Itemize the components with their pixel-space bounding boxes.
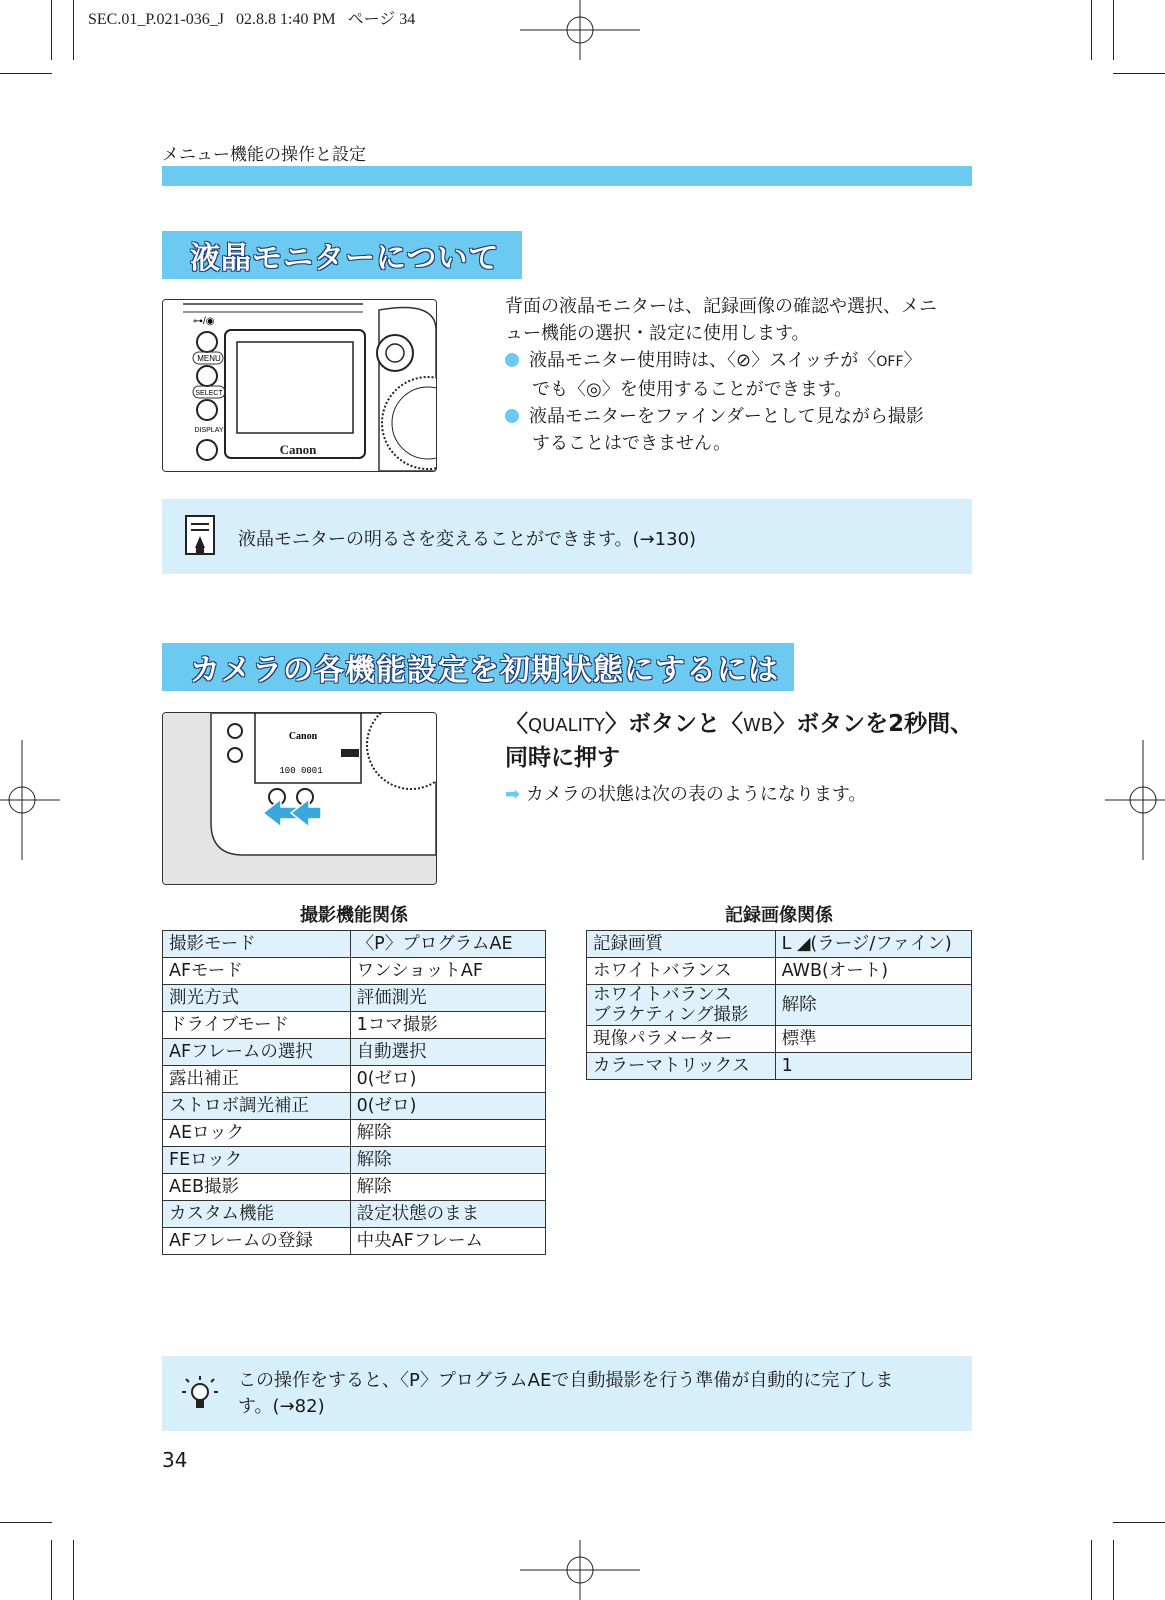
lcd-section-title: 液晶モニターについて bbox=[162, 231, 522, 279]
svg-text:⊶/◉: ⊶/◉ bbox=[193, 316, 215, 327]
setting-value-cell: 0(ゼロ) bbox=[350, 1066, 545, 1093]
setting-name-cell: AEB撮影 bbox=[163, 1174, 351, 1201]
svg-text:SELECT: SELECT bbox=[195, 390, 223, 397]
crop-mark bbox=[1091, 0, 1092, 60]
setting-value-cell: 解除 bbox=[350, 1174, 545, 1201]
setting-name-cell: 現像パラメーター bbox=[587, 1026, 776, 1053]
step-instruction: 〈QUALITY〉ボタンと〈WB〉ボタンを2秒間、 同時に押す bbox=[505, 711, 974, 771]
setting-name-cell: 記録画質 bbox=[587, 931, 776, 958]
result-arrow-icon: ➡ bbox=[505, 784, 521, 805]
image-settings-table bbox=[586, 930, 972, 1080]
print-slug: SEC.01_P.021-036_J 02.8.8 1:40 PM ページ 34 bbox=[88, 11, 416, 28]
crop-mark bbox=[73, 0, 74, 60]
shooting-table-caption: 撮影機能関係 bbox=[300, 905, 408, 926]
registration-mark-left bbox=[0, 740, 60, 860]
running-header: メニュー機能の操作と設定 bbox=[162, 145, 366, 165]
lcd-intro: 背面の液晶モニターは、記録画像の確認や選択、メニ ュー機能の選択・設定に使用します。 bbox=[505, 296, 937, 344]
setting-name-cell: FEロック bbox=[163, 1147, 351, 1174]
crop-mark bbox=[1113, 1522, 1165, 1523]
quick-control-dial-icon: ◎ bbox=[586, 379, 602, 400]
image-table-caption: 記録画像関係 bbox=[725, 905, 833, 926]
svg-text:DISPLAY: DISPLAY bbox=[194, 427, 224, 434]
crop-mark bbox=[1091, 1540, 1092, 1600]
table-row bbox=[587, 985, 972, 1026]
setting-value-cell: 設定状態のまま bbox=[350, 1201, 545, 1228]
table-row bbox=[163, 1228, 546, 1255]
quality-button-label: QUALITY bbox=[528, 715, 605, 736]
setting-name-cell: AFフレームの選択 bbox=[163, 1039, 351, 1066]
setting-value-cell: 標準 bbox=[775, 1026, 971, 1053]
memo-icon bbox=[184, 514, 218, 558]
setting-value-cell: 評価測光 bbox=[350, 985, 545, 1012]
setting-value-cell: 〈P〉プログラムAE bbox=[350, 931, 545, 958]
lightbulb-icon bbox=[180, 1374, 220, 1414]
setting-value-cell: 解除 bbox=[350, 1147, 545, 1174]
setting-name-cell: ホワイトバランス bbox=[587, 958, 776, 985]
setting-name-cell: カスタム機能 bbox=[163, 1201, 351, 1228]
table-row bbox=[163, 1066, 546, 1093]
setting-value-cell: L ◢(ラージ/ファイン) bbox=[775, 931, 971, 958]
header-band bbox=[162, 166, 972, 186]
bullet-item: 液晶モニター使用時は、〈⊘〉スイッチが〈OFF〉 bbox=[505, 347, 980, 376]
lcd-note-box: 液晶モニターの明るさを変えることができます。(→130) bbox=[162, 499, 972, 574]
registration-mark-right bbox=[1105, 740, 1165, 860]
shooting-settings-table bbox=[162, 930, 546, 1255]
setting-name-cell: 測光方式 bbox=[163, 985, 351, 1012]
setting-name-cell: 露出補正 bbox=[163, 1066, 351, 1093]
tip-text: この操作をすると、〈P〉プログラムAEで自動撮影を行う準備が自動的に完了しま す。(→82) bbox=[238, 1370, 894, 1417]
setting-name-cell: ストロボ調光補正 bbox=[163, 1093, 351, 1120]
table-row bbox=[163, 985, 546, 1012]
table-row bbox=[587, 931, 972, 958]
crop-mark bbox=[0, 1522, 52, 1523]
table-row bbox=[587, 958, 972, 985]
table-row bbox=[163, 1039, 546, 1066]
step-result: ➡ カメラの状態は次の表のようになります。 bbox=[505, 784, 867, 805]
table-row bbox=[163, 1201, 546, 1228]
crop-mark bbox=[0, 73, 52, 74]
crop-mark bbox=[1113, 0, 1114, 60]
table-row bbox=[587, 1053, 972, 1080]
lcd-bullets: 液晶モニター使用時は、〈⊘〉スイッチが〈OFF〉 でも〈◎〉を使用することができます。 液晶モニターをファインダーとして見ながら撮影 することはできません。 bbox=[505, 347, 980, 457]
crop-mark bbox=[51, 1540, 52, 1600]
setting-value-cell: 1 bbox=[775, 1053, 971, 1080]
setting-name-cell: カラーマトリックス bbox=[587, 1053, 776, 1080]
page-number: 34 bbox=[162, 1448, 188, 1472]
bullet-item: 液晶モニターをファインダーとして見ながら撮影 bbox=[505, 403, 980, 430]
crop-mark bbox=[1113, 1540, 1114, 1600]
setting-name-cell: 撮影モード bbox=[163, 931, 351, 958]
setting-value-cell: 中央AFフレーム bbox=[350, 1228, 545, 1255]
table-row bbox=[163, 1012, 546, 1039]
setting-value-cell: 解除 bbox=[350, 1120, 545, 1147]
svg-text:MENU: MENU bbox=[197, 354, 221, 363]
setting-value-cell: 解除 bbox=[775, 985, 971, 1026]
table-row bbox=[163, 931, 546, 958]
table-row bbox=[163, 958, 546, 985]
svg-text:Canon: Canon bbox=[279, 442, 317, 457]
svg-text:100 0001: 100 0001 bbox=[279, 766, 323, 776]
camera-buttons-illustration bbox=[162, 712, 437, 885]
setting-name-cell: AFフレームの登録 bbox=[163, 1228, 351, 1255]
camera-back-illustration bbox=[162, 299, 437, 472]
registration-mark-top bbox=[520, 0, 640, 60]
setting-value-cell: 自動選択 bbox=[350, 1039, 545, 1066]
table-row bbox=[163, 1093, 546, 1120]
setting-name-cell: AEロック bbox=[163, 1120, 351, 1147]
svg-text:Canon: Canon bbox=[288, 731, 318, 742]
setting-name-cell: ドライブモード bbox=[163, 1012, 351, 1039]
table-row bbox=[587, 1026, 972, 1053]
setting-value-cell: ワンショットAF bbox=[350, 958, 545, 985]
tip-box bbox=[162, 1356, 972, 1431]
table-row bbox=[163, 1120, 546, 1147]
lens-switch-icon: ⊘ bbox=[736, 350, 752, 371]
setting-value-cell: AWB(オート) bbox=[775, 958, 971, 985]
setting-value-cell: 1コマ撮影 bbox=[350, 1012, 545, 1039]
wb-button-label: WB bbox=[742, 715, 774, 736]
setting-name-cell: AFモード bbox=[163, 958, 351, 985]
reset-section-title: カメラの各機能設定を初期状態にするには bbox=[162, 643, 794, 691]
table-row bbox=[163, 1174, 546, 1201]
crop-mark bbox=[51, 0, 52, 60]
setting-name-cell: ホワイトバランス ブラケティング撮影 bbox=[587, 985, 776, 1026]
registration-mark-bottom bbox=[520, 1540, 640, 1600]
table-row bbox=[163, 1147, 546, 1174]
setting-value-cell: 0(ゼロ) bbox=[350, 1093, 545, 1120]
crop-mark bbox=[73, 1540, 74, 1600]
crop-mark bbox=[1113, 73, 1165, 74]
